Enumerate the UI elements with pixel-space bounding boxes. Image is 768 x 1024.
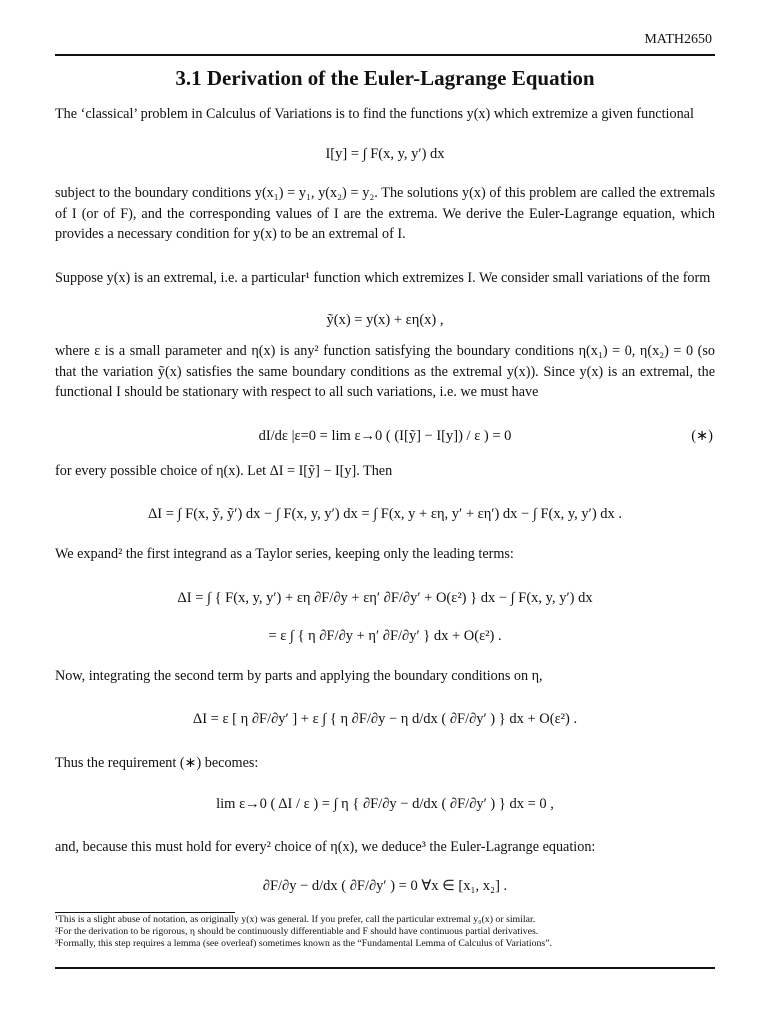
equation-limit: lim ε→0 ( ΔI / ε ) = ∫ η { ∂F/∂y − d/dx ( ∂F/∂y′ ) } dx = 0 , [216, 796, 554, 812]
paragraph-1: The ‘classical’ problem in Calculus of Variations is to find the functions y(x) which extremize a given functional [55, 106, 694, 122]
footnote-rule [55, 912, 235, 913]
paragraph-9: and, because this must hold for every² choice of η(x), we deduce³ the Euler-Lagrange equation: [55, 839, 596, 855]
equation-by-parts: ΔI = ε [ η ∂F/∂y′ ] + ε ∫ { η ∂F/∂y − η d/dx ( ∂F/∂y′ ) } dx + O(ε²) . [192, 711, 578, 727]
course-code: MATH2650 [644, 32, 712, 47]
equation-taylor-1: ΔI = ∫ { F(x, y, y′) + εη ∂F/∂y + εη′ ∂F/∂y′ + O(ε²) } dx − ∫ F(x, y, y′) dx [177, 590, 593, 606]
paragraph-7: Now, integrating the second term by parts and applying the boundary conditions on η, [55, 668, 543, 684]
paragraph-5: for every possible choice of η(x). Let ΔI = I[ỹ] − I[y]. Then [55, 463, 393, 479]
paragraph-8: Thus the requirement (∗) becomes: [55, 755, 259, 771]
paragraph-4: where ε is a small parameter and η(x) is any² function satisfying the boundary conditions η(x₁) = 0, η(x₂) = 0 (so that the variation ỹ(x) satisfies the same boundary conditions as the extremal y(x)). Since y(x) is an extremal, the functional I should be stationary with respect to all such variations, i.e. we must have [55, 343, 715, 400]
equation-stationary: dI/dε |ε=0 = lim ε→0 ( (I[ỹ] − I[y]) / ε ) = 0 [258, 428, 512, 444]
header-rule [55, 54, 715, 56]
paragraph-6: We expand² the first integrand as a Taylor series, keeping only the leading terms: [55, 546, 514, 562]
equation-functional: I[y] = ∫ F(x, y, y′) dx [325, 146, 445, 162]
equation-variation: ỹ(x) = y(x) + εη(x) , [326, 312, 444, 328]
footnote-1: ¹This is a slight abuse of notation, as originally y(x) was general. If you prefer, call the particular extremal y₀(x) or similar. [55, 914, 536, 925]
section-title: 3.1 Derivation of the Euler-Lagrange Equation [175, 66, 595, 90]
footnote-2: ²For the derivation to be rigorous, η should be continuously differentiable and F should have continuous partial derivatives. [55, 926, 539, 937]
equation-taylor-2: = ε ∫ { η ∂F/∂y + η′ ∂F/∂y′ } dx + O(ε²) . [268, 628, 502, 644]
paragraph-3: Suppose y(x) is an extremal, i.e. a particular¹ function which extremizes I. We consider small variations of the form [55, 270, 711, 286]
footnote-3: ³Formally, this step requires a lemma (see overleaf) sometimes known as the “Fundamental Lemma of Calculus of Variations”. [55, 938, 552, 949]
equation-delta-i: ΔI = ∫ F(x, ỹ, ỹ′) dx − ∫ F(x, y, y′) dx = ∫ F(x, y + εη, y′ + εη′) dx − ∫ F(x, y, y′) dx . [147, 506, 623, 522]
equation-euler-lagrange: ∂F/∂y − d/dx ( ∂F/∂y′ ) = 0 ∀x ∈ [x₁, x₂] . [262, 878, 508, 894]
footer-rule [55, 967, 715, 969]
equation-label-star: (∗) [691, 428, 713, 444]
paragraph-2: subject to the boundary conditions y(x₁) = y₁, y(x₂) = y₂. The solutions y(x) of this problem are called the extremals of I (or of F), and the corresponding values of I are the extrema. We derive the Euler-Lagrange equation, which provides a necessary condition for y(x) to be an extremal of I. [55, 185, 715, 242]
